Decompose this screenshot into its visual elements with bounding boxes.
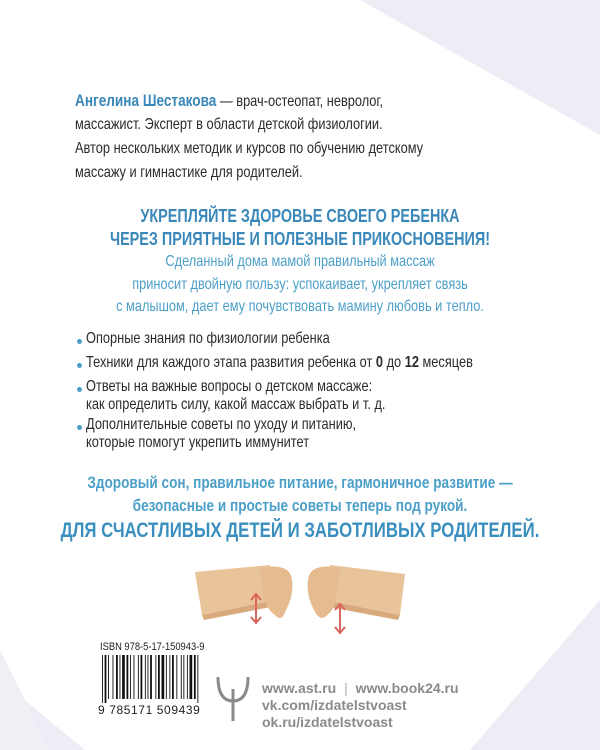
barcode-bar <box>183 655 184 699</box>
bullet-item <box>86 355 473 371</box>
barcode-bar <box>148 655 149 699</box>
publisher-logo-icon <box>215 675 251 721</box>
link-book24[interactable]: www.book24.ru <box>355 680 459 696</box>
isbn-text: ISBN 978-5-17-150943-9 <box>100 641 205 653</box>
barcode-bar <box>190 655 193 699</box>
barcode-bar <box>197 655 198 703</box>
slogan: ДЛЯ СЧАСТЛИВЫХ ДЕТЕЙ И ЗАБОТЛИВЫХ РОДИТЕЛЕЙ. <box>60 519 540 542</box>
barcode-digits: 9 785171 509439 <box>98 703 201 717</box>
barcode-bar <box>162 655 165 699</box>
bullet-text: до <box>383 354 405 371</box>
barcode-bar <box>138 655 139 699</box>
age-from: 0 <box>375 354 384 371</box>
bullet-item: Дополнительные советы по уходу и питанию, <box>86 416 357 433</box>
author-bio-line: — врач-остеопат, невролог, <box>216 93 384 110</box>
intro-line: с малышом, дает ему почувствовать мамину любовь и тепло. <box>116 298 484 315</box>
headline-line: УКРЕПЛЯЙТЕ ЗДОРОВЬЕ СВОЕГО РЕБЕНКА <box>140 206 460 226</box>
arrow-icon <box>335 604 345 633</box>
bullet-dot <box>77 425 82 430</box>
barcode-bar <box>158 655 160 699</box>
author-bio-line: массажист. Эксперт в области детской физиологии. <box>75 116 383 133</box>
link-vk[interactable]: vk.com/izdatelstvoast <box>262 697 407 713</box>
barcode-bar <box>155 655 156 699</box>
headline-line: ЧЕРЕЗ ПРИЯТНЫЕ И ПОЛЕЗНЫЕ ПРИКОСНОВЕНИЯ! <box>109 229 491 249</box>
bullet-dot <box>77 363 82 368</box>
barcode-bar <box>194 655 196 699</box>
closing-line: Здоровый сон, правильное питание, гармоничное развитие — <box>87 473 513 492</box>
age-to: 12 <box>404 354 419 371</box>
left-hand <box>195 565 292 620</box>
barcode-bar <box>145 655 146 699</box>
barcode-bar <box>102 655 103 703</box>
bullet-item-cont: которые помогут укрепить иммунитет <box>86 434 310 451</box>
bullet-dot <box>77 339 82 344</box>
barcode-bar <box>169 655 170 699</box>
barcode-bar <box>134 655 135 699</box>
bullet-text: Техники для каждого этапа развития ребенка от <box>86 354 376 371</box>
barcode-bar <box>127 655 129 699</box>
right-hand <box>308 565 405 620</box>
author-bio-line: массажу и гимнастике для родителей. <box>75 164 303 181</box>
barcode-bar <box>176 655 177 699</box>
barcode-bar <box>187 655 188 699</box>
barcode-bar <box>105 655 107 703</box>
barcode <box>100 655 200 703</box>
link-ok[interactable]: ok.ru/izdatelstvoast <box>262 714 393 730</box>
barcode-bar <box>141 655 143 699</box>
link-separator: | <box>344 680 348 696</box>
hands-illustration <box>190 560 410 640</box>
bullet-dot <box>77 387 82 392</box>
barcode-bar <box>120 655 121 699</box>
barcode-bar <box>113 655 114 699</box>
barcode-bar <box>181 655 182 699</box>
barcode-bar <box>130 655 131 699</box>
author-name: Ангелина Шестакова <box>75 91 217 110</box>
barcode-bar <box>172 655 174 699</box>
intro-line: Сделанный дома мамой правильный массаж <box>165 253 435 270</box>
barcode-bar <box>122 655 125 699</box>
bullet-text: месяцев <box>418 354 473 371</box>
bullet-item-cont: как определить силу, какой массаж выбрать и т. д. <box>86 396 386 413</box>
barcode-bar <box>116 655 118 699</box>
author-bio-line: Автор нескольких методик и курсов по обучению детскому <box>75 140 424 157</box>
intro-line: приносит двойную пользу: успокаивает, укрепляет связь <box>132 276 468 293</box>
link-ast[interactable]: www.ast.ru <box>262 680 337 696</box>
barcode-bar <box>150 655 152 699</box>
links-row <box>262 680 459 696</box>
closing-line: безопасные и простые советы теперь под рукой. <box>132 496 468 515</box>
barcode-bar <box>108 655 109 699</box>
bullet-item: Опорные знания по физиологии ребенка <box>86 330 330 347</box>
author-intro <box>75 92 383 110</box>
bullet-item: Ответы на важные вопросы о детском массаже: <box>86 378 373 395</box>
barcode-bar <box>166 655 167 699</box>
